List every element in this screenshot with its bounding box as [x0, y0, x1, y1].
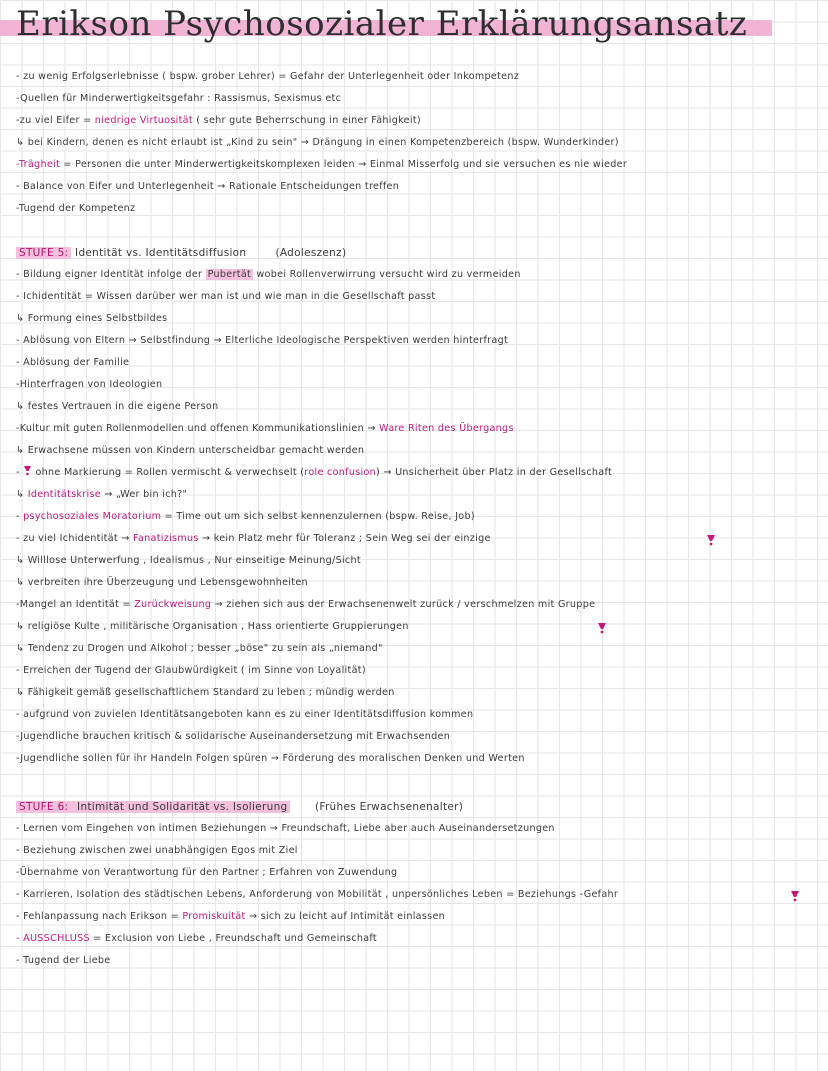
keyword: -Trägheit — [16, 159, 61, 170]
note-line: -Jugendliche brauchen kritisch & solidarische Auseinandersetzung mit Erwachsenden — [16, 731, 451, 742]
keyword: Identitätskrise — [27, 489, 101, 500]
note-line: ↳ religiöse Kulte , militärische Organisation , Hass orientierte Gruppierungen — [16, 621, 409, 632]
keyword: role confusion — [304, 467, 377, 478]
note-line: -Trägheit = Personen die unter Minderwertigkeitskomplexen leiden → Einmal Misserfolg und sie versuchen es nie wieder — [16, 159, 628, 170]
note-line: - Beziehung zwischen zwei unabhängigen Egos mit Ziel — [16, 845, 298, 856]
note-line: - Lernen vom Eingehen von intimen Beziehungen → Freundschaft, Liebe aber auch Auseinandersetzungen — [16, 823, 555, 834]
note-line: ↳ bei Kindern, denen es nicht erlaubt ist „Kind zu sein" → Drängung in einen Kompetenzbereich (bspw. Wunderkinder) — [16, 137, 619, 148]
keyword: Promiskuität — [182, 911, 246, 922]
note-line: ↳ Fähigkeit gemäß gesellschaftlichem Standard zu leben ; mündig werden — [16, 687, 395, 698]
note-line: ↳ Willlose Unterwerfung , Idealismus , Nur einseitige Meinung/Sicht — [16, 555, 361, 566]
note-line: ↳ Tendenz zu Drogen und Alkohol ; besser „böse" zu sein als „niemand" — [16, 643, 383, 654]
note-line: - Ablösung von Eltern → Selbstfindung → Elterliche Ideologische Perspektiven werden hinterfragt — [16, 335, 509, 346]
note-line: -Übernahme von Verantwortung für den Partner ; Erfahren von Zuwendung — [16, 867, 398, 878]
note-line: - Fehlanpassung nach Erikson = Promiskuität → sich zu leicht auf Intimität einlassen — [16, 911, 446, 922]
warning-icon — [706, 534, 716, 546]
stage5-heading: STUFE 5: Identität vs. Identitätsdiffusion (Adoleszenz) — [16, 243, 822, 263]
note-line: - psychosoziales Moratorium = Time out um sich selbst kennenzulernen (bspw. Reise, Job) — [16, 511, 475, 522]
note-line: - Balance von Eifer und Unterlegenheit → Rationale Entscheidungen treffen — [16, 181, 400, 192]
note-line: -Tugend der Kompetenz — [16, 203, 136, 214]
note-line: - Bildung eigner Identität infolge der Pubertät wobei Rollenverwirrung versucht wird zu vermeiden — [16, 269, 521, 280]
note-line: - AUSSCHLUSS = Exclusion von Liebe , Freundschaft und Gemeinschaft — [16, 933, 377, 944]
note-line: -Kultur mit guten Rollenmodellen und offenen Kommunikationslinien → Ware Riten des Übergangs — [16, 423, 514, 434]
stage6-title: Intimität und Solidarität vs. Isolierung — [73, 801, 288, 813]
stage5-label: STUFE 5: — [16, 247, 71, 259]
page-title: Erikson Psychosozialer Erklärungsansatz — [16, 4, 748, 44]
note-line: -Hinterfragen von Ideologien — [16, 379, 163, 390]
warning-icon — [23, 465, 32, 476]
keyword: - AUSSCHLUSS — [16, 933, 90, 944]
keyword: Fanatizismus — [133, 533, 199, 544]
highlight: Pubertät — [207, 269, 252, 280]
warning-icon — [790, 890, 800, 902]
keyword: Zurückweisung — [134, 599, 212, 610]
keyword: niedrige Virtuosität — [94, 115, 193, 126]
note-line: ↳ verbreiten ihre Überzeugung und Lebensgewohnheiten — [16, 577, 308, 588]
note-line: -Jugendliche sollen für ihr Handeln Folgen spüren → Förderung des moralischen Denken und Werten — [16, 753, 525, 764]
note-line: ↳ festes Vertrauen in die eigene Person — [16, 401, 219, 412]
note-line: - Tugend der Liebe — [16, 955, 111, 966]
note-line: -Mangel an Identität = Zurückweisung → ziehen sich aus der Erwachsenenwelt zurück / verschmelzen mit Gruppe — [16, 599, 596, 610]
note-line: - aufgrund von zuvielen Identitätsangeboten kann es zu einer Identitätsdiffusion kommen — [16, 709, 474, 720]
note-line: - zu wenig Erfolgserlebnisse ( bspw. grober Lehrer) = Gefahr der Unterlegenheit oder Inkompetenz — [16, 71, 520, 82]
stage6-label: STUFE 6: — [16, 801, 71, 813]
note-line: -Quellen für Minderwertigkeitsgefahr : Rassismus, Sexismus etc — [16, 93, 342, 104]
warning-icon — [597, 622, 607, 634]
note-line: - Ablösung der Familie — [16, 357, 130, 368]
note-line: -zu viel Eifer = niedrige Virtuosität ( sehr gute Beherrschung in einer Fähigkeit) — [16, 115, 421, 126]
note-line: - Erreichen der Tugend der Glaubwürdigkeit ( im Sinne von Loyalität) — [16, 665, 366, 676]
note-line: - ohne Markierung = Rollen vermischt & verwechselt (role confusion) → Unsicherheit über Platz in der Gesellschaft — [16, 467, 613, 478]
note-line: ↳ Identitätskrise → „Wer bin ich?" — [16, 489, 188, 500]
note-line: ↳ Erwachsene müssen von Kindern unterscheidbar gemacht werden — [16, 445, 365, 456]
note-line: ↳ Formung eines Selbstbildes — [16, 313, 168, 324]
keyword: psychosoziales Moratorium — [23, 511, 162, 522]
note-line: - zu viel Ichidentität → Fanatizismus → kein Platz mehr für Toleranz ; Sein Weg sei der einzige — [16, 533, 491, 544]
stage6-heading: STUFE 6: Intimität und Solidarität vs. Isolierung (Frühes Erwachsenenalter) — [16, 797, 822, 817]
keyword: Ware Riten des Übergangs — [379, 423, 514, 434]
note-line: - Ichidentität = Wissen darüber wer man ist und wie man in die Gesellschaft passt — [16, 291, 436, 302]
note-line: - Karrieren, Isolation des städtischen Lebens, Anforderung von Mobilität , unpersönliches Leben = Beziehungs -Gefahr — [16, 889, 619, 900]
